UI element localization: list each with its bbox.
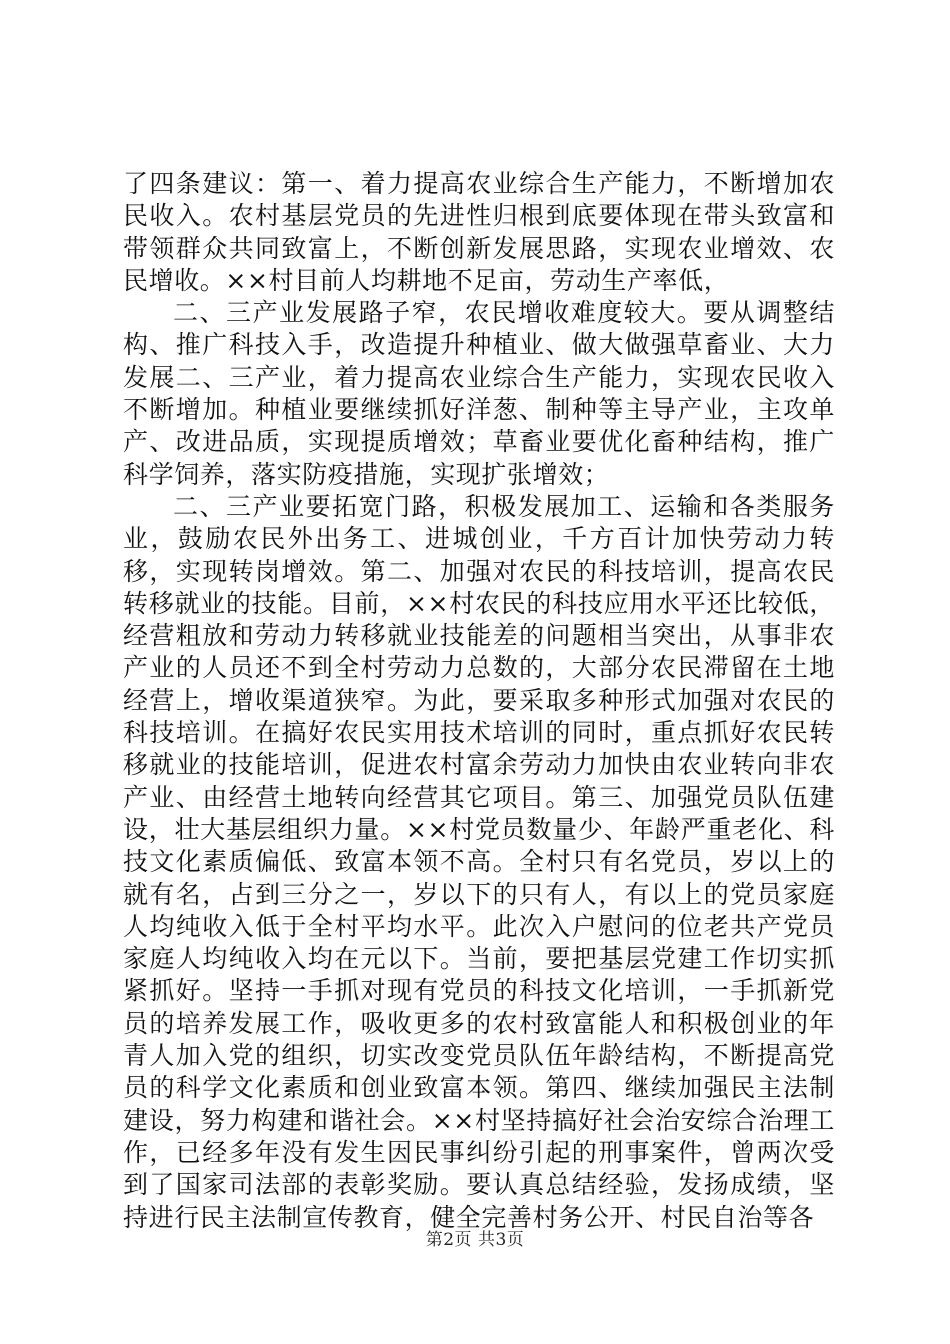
paragraph-1: 了四条建议：第一、着力提高农业综合生产能力，不断增加农民收入。农村基层党员的先进性归根到底要体现在带头致富和带领群众共同致富上，不断创新发展思路，实现农业增效、农民增收。××村目前人均耕地不足亩，劳动生产率低， [123,169,835,295]
paragraph-2: 二、三产业发展路子窄，农民增收难度较大。要从调整结构、推广科技入手，改造提升种植业、做大做强草畜业、大力发展二、三产业，着力提高农业综合生产能力，实现农民收入不断增加。种植业要继续抓好洋葱、制种等主导产业，主攻单产、改进品质，实现提质增效；草畜业要优化畜种结构，推广科学饲养，落实防疫措施，实现扩张增效； [123,298,835,489]
page-footer [0,1225,950,1250]
document-body [123,168,835,1234]
paragraph-3: 二、三产业要拓宽门路，积极发展加工、运输和各类服务业，鼓励农民外出务工、进城创业，千方百计加快劳动力转移，实现转岗增效。第二、加强对农民的科技培训，提高农民转移就业的技能。目前，××村农民的科技应用水平还比较低，经营粗放和劳动力转移就业技能差的问题相当突出，从事非农产业的人员还不到全村劳动力总数的，大部分农民滞留在土地经营上，增收渠道狭窄。为此，要采取多种形式加强对农民的科技培训。在搞好农民实用技术培训的同时，重点抓好农民转移就业的技能培训，促进农村富余劳动力加快由农业转向非农产业、由经营土地转向经营其它项目。第三、加强党员队伍建设，壮大基层组织力量。××村党员数量少、年龄严重老化、科技文化素质偏低、致富本领不高。全村只有名党员，岁以上的就有名，占到三分之一，岁以下的只有人，有以上的党员家庭人均纯收入低于全村平均水平。此次入户慰问的位老共产党员家庭人均纯收入均在元以下。当前，要把基层党建工作切实抓紧抓好。坚持一手抓对现有党员的科技文化培训，一手抓新党员的培养发展工作，吸收更多的农村致富能人和积极创业的年青人加入党的组织，切实改变党员队伍年龄结构，不断提高党员的科学文化素质和创业致富本领。第四、继续加强民主法制建设，努力构建和谐社会。××村坚持搞好社会治安综合治理工作，已经多年没有发生因民事纠纷引起的刑事案件，曾两次受到了国家司法部的表彰奖励。要认真总结经验，发扬成绩，坚持进行民主法制宣传教育，健全完善村务公开、村民自治等各 [123,491,835,1232]
page-number-label: 第2页 共3页 [425,1230,525,1250]
